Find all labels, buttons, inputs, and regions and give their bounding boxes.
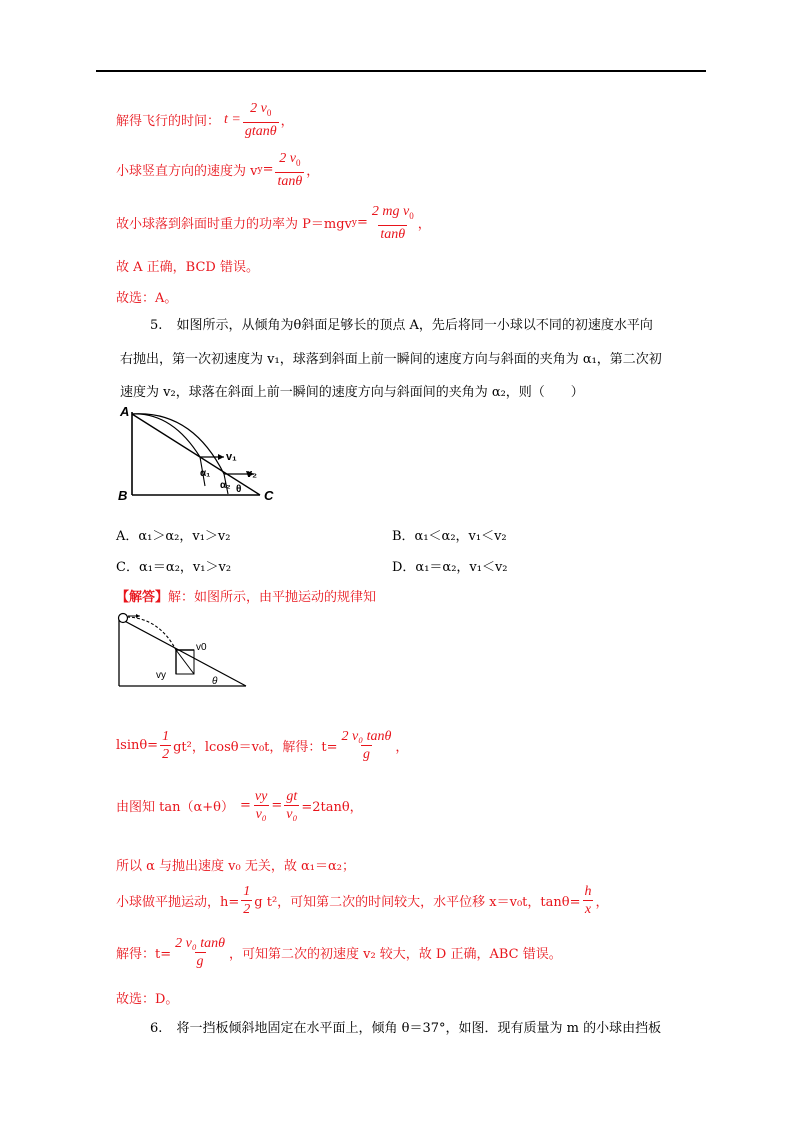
label-v2: v₂ (246, 468, 258, 480)
fraction (160, 728, 171, 763)
text: 解得：t= (116, 947, 172, 962)
answer-5-eq2 (116, 788, 363, 823)
incline-line (132, 414, 260, 495)
question-text: 将一挡板倾斜地固定在水平面上，倾角 θ＝37°，如图．现有质量为 m 的小球由挡板 (176, 1021, 662, 1036)
question-5-line1 (150, 314, 653, 333)
question-text: 如图所示，从倾角为θ斜面足够长的顶点 A，先后将同一小球以不同的初速度水平向 (176, 318, 653, 333)
text: 由图知 tan（α+θ） (116, 800, 234, 815)
ball-icon (119, 614, 128, 623)
text: = (239, 798, 251, 813)
fraction: $\frac{2 v_0}{gtan\theta}$ (244, 101, 277, 139)
question-5-line2 (120, 348, 662, 367)
denominator: tanθ (380, 226, 406, 242)
answer-5-eq5 (116, 935, 562, 970)
option-C[interactable] (116, 556, 231, 575)
answer-5-eq3 (116, 855, 355, 874)
fraction (173, 935, 227, 970)
text: 故选：D。 (116, 992, 179, 1007)
answer-5-figure (114, 610, 250, 690)
numerator: vy (254, 789, 268, 804)
header-rule (96, 70, 706, 72)
label-v1: v₁ (226, 451, 237, 463)
text: ， (395, 740, 409, 755)
text: = (271, 798, 283, 813)
denominator: g (196, 954, 204, 969)
text: ，可知第二次的初速度 v₂ 较大，故 D 正确，ABC 错误。 (228, 947, 562, 962)
fraction: $\frac{2 v_0}{\tan\theta}$ (277, 151, 303, 189)
numerator: 1 (243, 884, 251, 899)
denominator: v₀ (255, 807, 267, 822)
answer-5-intro (116, 586, 376, 605)
denominator: gtanθ (244, 123, 277, 139)
denominator: v₀ (286, 807, 298, 822)
fraction (582, 883, 593, 918)
solution-conclusion (116, 256, 259, 275)
text: = (356, 215, 368, 231)
fraction (340, 728, 394, 763)
numerator: 2 mg v (371, 204, 410, 219)
fraction (253, 788, 269, 823)
numerator: 2 v₀ tanθ (341, 729, 392, 744)
text: lsinθ= (116, 738, 159, 753)
question-number: 5. (150, 318, 163, 333)
denominator: 2 (162, 747, 170, 762)
label-theta: θ (212, 676, 218, 687)
answer-heading: 【解答】 (116, 590, 169, 605)
answer-5-eq4 (116, 883, 608, 918)
fraction (284, 788, 299, 823)
label-a2: α₂ (220, 480, 231, 491)
option-text: D．α₁＝α₂，v₁＜v₂ (392, 560, 508, 575)
label-a1: α₁ (200, 468, 211, 479)
numerator: 2 v (279, 151, 296, 166)
question-number: 6. (150, 1021, 163, 1036)
option-text: A．α₁＞α₂，v₁＞v₂ (116, 529, 231, 544)
v1-arrowhead (218, 454, 224, 460)
option-text: C．α₁＝α₂，v₁＞v₂ (116, 560, 232, 575)
solution-line-power: 故小球落到斜面时重力的功率为 P＝mgv y = $\frac{2 mg v_0}{\tan\theta}$ ， (116, 204, 431, 242)
label-vy: vy (156, 670, 166, 681)
text: 小球竖直方向的速度为 v (116, 164, 258, 180)
denominator: 2 (243, 902, 251, 917)
text: =2tanθ， (301, 800, 363, 815)
text: g t²，可知第二次的时间较大，水平位移 x＝v₀t，tanθ= (254, 895, 581, 910)
fraction: $\frac{2 mg v_0}{\tan\theta}$ (371, 204, 414, 242)
option-A[interactable] (116, 525, 230, 544)
question-5-line3 (120, 381, 584, 400)
question-text: 速度为 v₂，球落在斜面上前一瞬间的速度方向与斜面间的夹角为 α₂，则（ ） (120, 385, 584, 400)
fraction (241, 883, 252, 918)
incline-line (119, 618, 246, 686)
numerator: gt (286, 789, 298, 804)
text: ， (417, 217, 431, 233)
text: 故选：A。 (116, 291, 178, 306)
answer-5-choice (116, 988, 178, 1007)
label-B: B (118, 488, 128, 503)
solution-line-time (116, 100, 294, 140)
label-theta: θ (236, 484, 242, 495)
label-C: C (264, 488, 274, 503)
solution-choice (116, 287, 177, 306)
text: gt²，lcosθ＝v₀t，解得：t= (173, 740, 338, 755)
var-t: t = (224, 111, 241, 127)
text: 小球做平抛运动，h= (116, 895, 240, 910)
text: 所以 α 与抛出速度 v₀ 无关，故 α₁＝α₂； (116, 859, 355, 874)
denominator: tanθ (277, 173, 303, 189)
answer-5-eq1 (116, 728, 408, 763)
option-D[interactable] (392, 556, 508, 575)
text: 解：如图所示，由平抛运动的规律知 (168, 590, 377, 605)
text: ， (595, 895, 609, 910)
text: 故 A 正确，BCD 错误。 (116, 260, 259, 275)
text: 解得飞行的时间： (116, 114, 221, 130)
text: ， (280, 114, 294, 130)
numerator: 1 (162, 729, 170, 744)
text: 故小球落到斜面时重力的功率为 P＝mgv (116, 217, 352, 233)
question-5-figure (112, 402, 288, 504)
option-text: B．α₁＜α₂，v₁＜v₂ (392, 529, 507, 544)
question-6 (150, 1017, 661, 1036)
numerator: h (584, 884, 592, 899)
denominator: g (362, 747, 370, 762)
label-A: A (120, 404, 130, 419)
label-v0: v0 (196, 642, 207, 653)
text: = (262, 162, 274, 178)
numerator: 2 v (250, 101, 267, 116)
option-B[interactable] (392, 525, 507, 544)
question-text: 右抛出，第一次初速度为 v₁，球落到斜面上前一瞬间的速度方向与斜面的夹角为 α₁，第二次初 (120, 352, 662, 367)
text: ， (306, 164, 320, 180)
arrowhead (136, 614, 140, 618)
denominator: x (584, 902, 592, 917)
solution-line-vy: 小球竖直方向的速度为 v y = $\frac{2 v_0}{\tan\theta}$ ， (116, 151, 320, 189)
numerator: 2 v₀ tanθ (175, 936, 225, 951)
